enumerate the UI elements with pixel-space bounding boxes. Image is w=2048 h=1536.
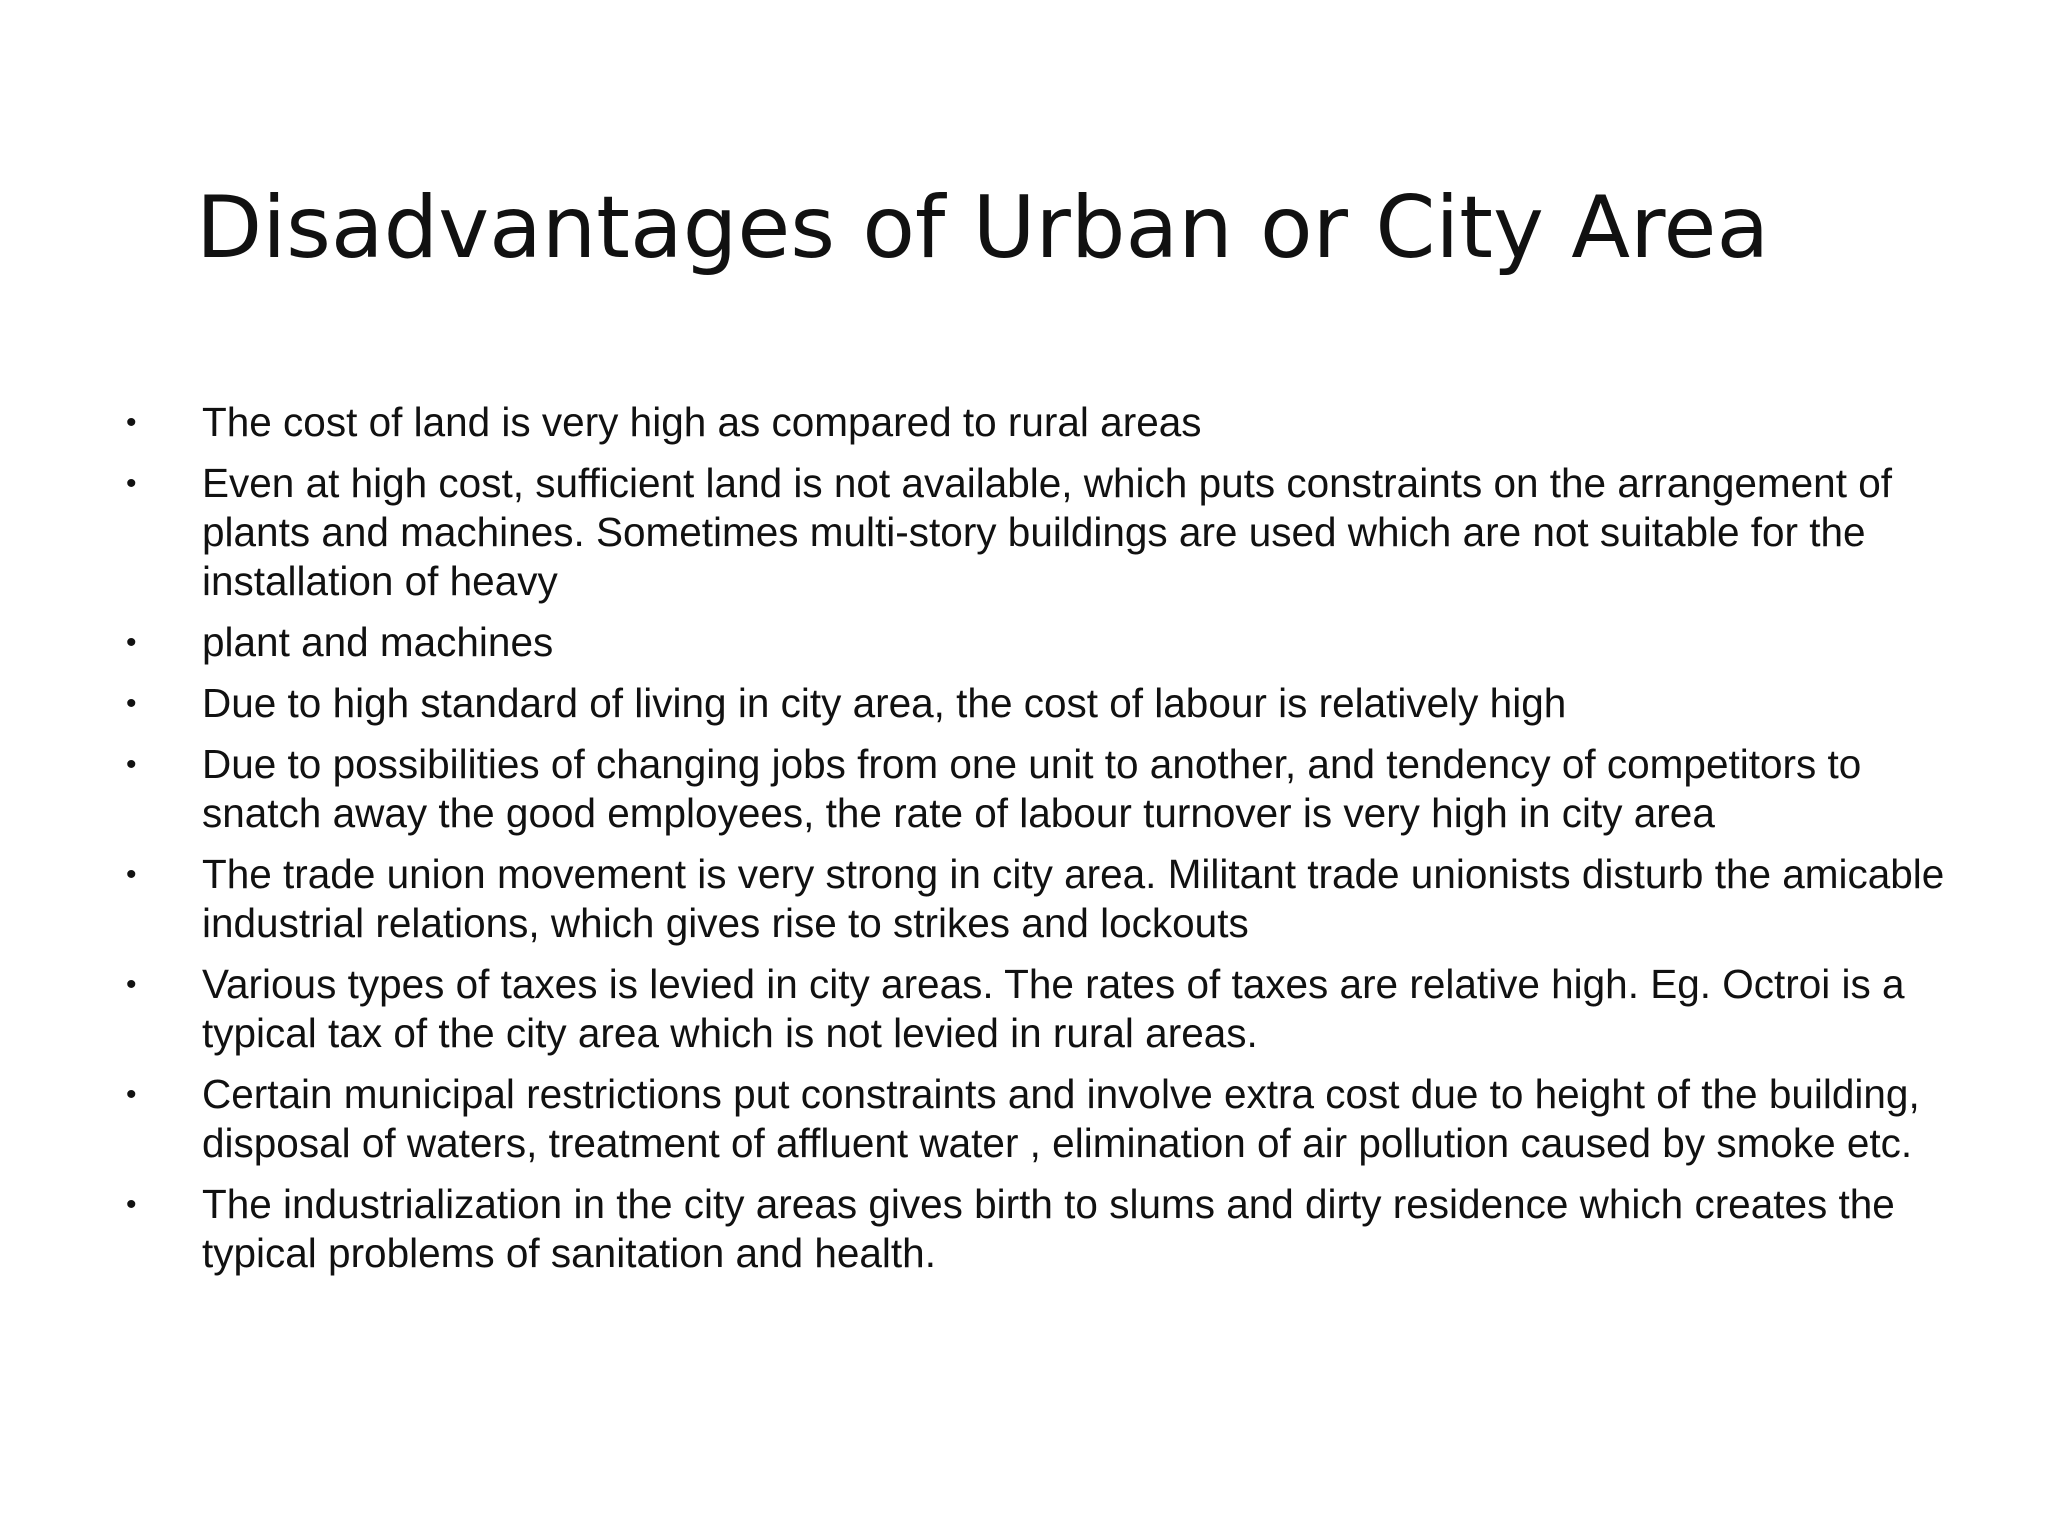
bullet-item [120, 850, 1950, 948]
bullet-item [120, 459, 1950, 606]
bullet-icon: • [126, 1188, 137, 1221]
bullet-text: The cost of land is very high as compared to rural areas [202, 399, 1202, 445]
bullet-icon: • [126, 858, 137, 891]
bullet-item [120, 618, 1950, 667]
bullet-icon: • [126, 406, 137, 439]
bullet-text: Certain municipal restrictions put constraints and involve extra cost due to height of the building, disposal of waters, treatment of affluent water , elimination of air pollution caused by smoke etc. [202, 1071, 1920, 1166]
bullet-icon: • [126, 687, 137, 720]
bullet-item [120, 1180, 1950, 1278]
bullet-text: Due to possibilities of changing jobs from one unit to another, and tendency of competitors to snatch away the good employees, the rate of labour turnover is very high in city area [202, 741, 1862, 836]
bullet-icon: • [126, 626, 137, 659]
bullet-item [120, 960, 1950, 1058]
bullet-text: Various types of taxes is levied in city areas. The rates of taxes are relative high. Eg. Octroi is a typical tax of the city area which is not levied in rural areas. [202, 961, 1905, 1056]
bullet-list [120, 398, 1950, 1290]
bullet-icon: • [126, 748, 137, 781]
bullet-text: Due to high standard of living in city area, the cost of labour is relatively high [202, 680, 1567, 726]
bullet-icon: • [126, 467, 137, 500]
slide-title: Disadvantages of Urban or City Area [196, 178, 1770, 278]
bullet-icon: • [126, 1078, 137, 1111]
bullet-item [120, 679, 1950, 728]
bullet-text: plant and machines [202, 619, 554, 665]
bullet-item [120, 1070, 1950, 1168]
bullet-text: The trade union movement is very strong in city area. Militant trade unionists disturb the amicable industrial relations, which gives rise to strikes and lockouts [202, 851, 1945, 946]
bullet-item [120, 398, 1950, 447]
bullet-text: Even at high cost, sufficient land is not available, which puts constraints on the arrangement of plants and machines. Sometimes multi-story buildings are used which are not suitable for the installation of heavy [202, 460, 1892, 604]
bullet-text: The industrialization in the city areas gives birth to slums and dirty residence which creates the typical problems of sanitation and health. [202, 1181, 1895, 1276]
bullet-icon: • [126, 968, 137, 1001]
bullet-item [120, 740, 1950, 838]
